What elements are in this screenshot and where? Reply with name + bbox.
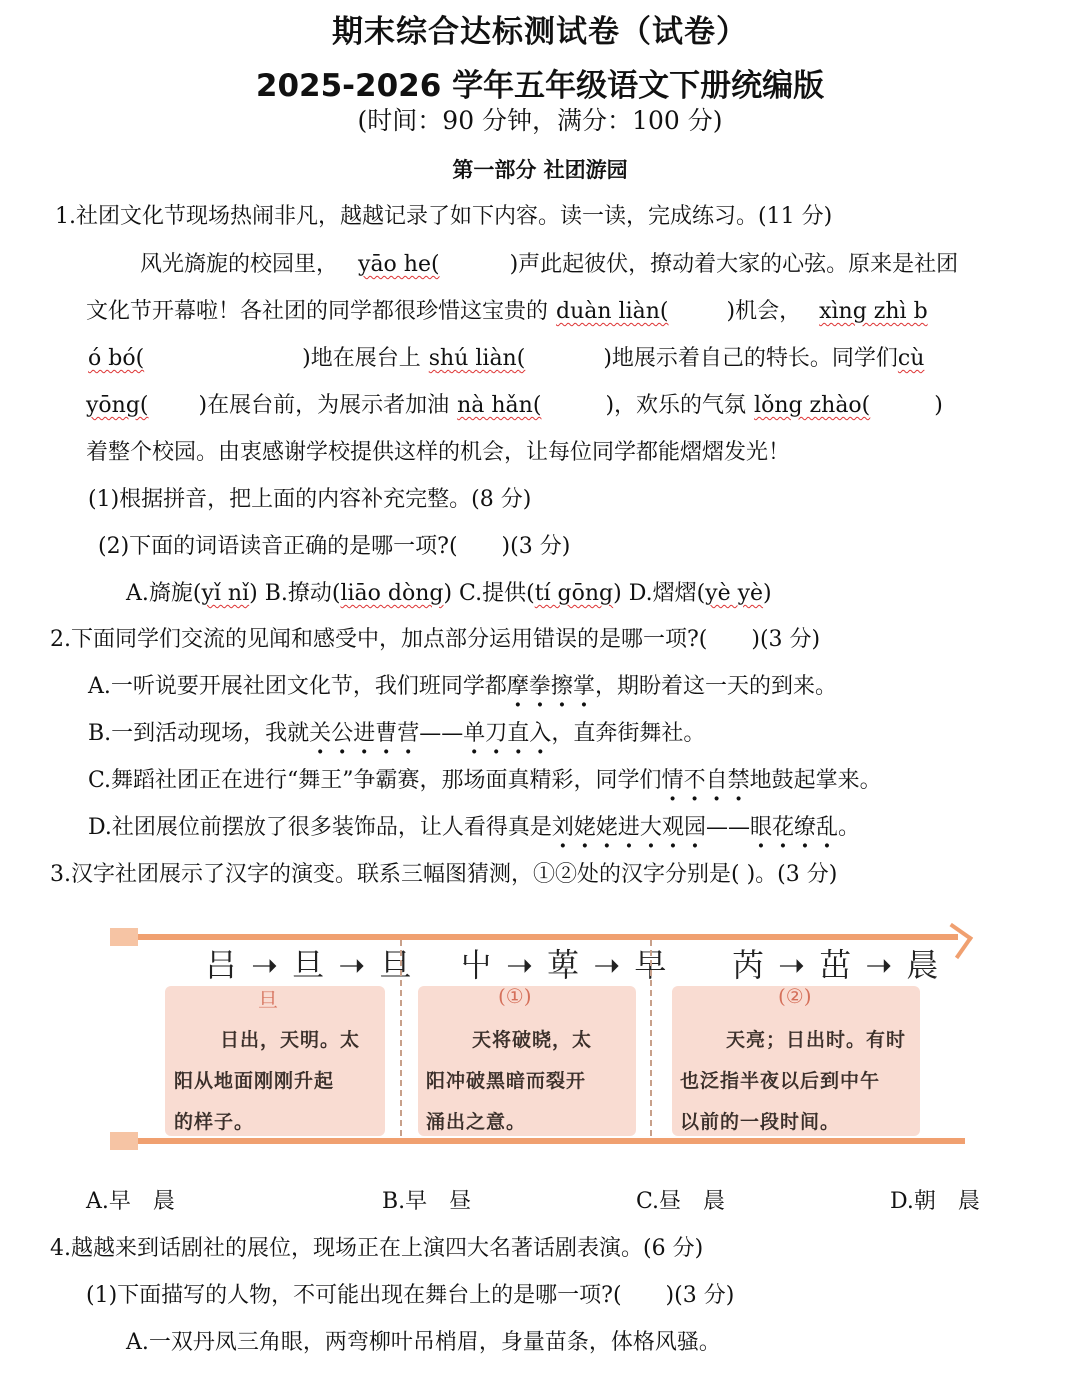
q2-option-d: D.社团展位前摆放了很多装饰品，让人看得真是刘姥姥进大观园——眼花缭乱。 [88, 815, 861, 840]
q2-a-dotted: 摩拳擦掌 [506, 674, 595, 699]
panel1-text-2: 阳从地面刚刚升起 [174, 1070, 335, 1092]
q1-sub2-options: A.旖旎(yǐ nǐ) B.撩动(liāo dòng) C.提供(tí gōng) D.熠熠(yè yè) [126, 581, 772, 606]
q1-para-line1: 风光旖旎的校园里， yāo he( )声此起彼伏，撩动着大家的心弦。原来是社团 [140, 252, 959, 277]
q1-para-line2: 文化节开幕啦！各社团的同学都很珍惜这宝贵的 duàn liàn( )机会， xìng zhì b [86, 299, 928, 324]
exam-subtitle: 2025-2026 学年五年级语文下册统编版 [255, 68, 825, 104]
q2-option-b: B.一到活动现场，我就关公进曹营——单刀直入，直奔街舞社。 [88, 721, 706, 746]
panel2-text-2: 阳冲破黑暗而裂开 [426, 1070, 587, 1092]
q3-option-c: C.昼 晨 [636, 1189, 726, 1214]
q3-option-b: B.早 昼 [382, 1189, 472, 1214]
q2-stem: 2.下面同学们交流的见闻和感受中，加点部分运用错误的是哪一项?( )(3 分) [50, 627, 821, 652]
panel3-label: (②) [778, 984, 812, 1008]
panel2-text-1: 天将破晓，太 [472, 1029, 593, 1051]
panel1-glyphs: 吕 ➝ 旦 ➝ 旦 [205, 946, 414, 984]
panel1-label: 旦 [258, 988, 278, 1012]
q3-option-a: A.早 晨 [86, 1189, 175, 1214]
panel2-glyphs: 屮 ➝ 萆 ➝ 早 [460, 946, 669, 984]
q2-b-dotted: 关公进曹营——单刀直入 [309, 721, 552, 746]
panel3-text-3: 以前的一段时间。 [680, 1111, 841, 1133]
panel3-text-1: 天亮；日出时。有时 [726, 1029, 907, 1051]
exam-title: 期末综合达标测试卷（试卷） [332, 14, 748, 50]
q1-sub2: (2)下面的词语读音正确的是哪一项?( )(3 分) [98, 534, 571, 559]
panel-separator-2 [650, 940, 652, 1136]
q4-option-a: A.一双丹凤三角眼，两弯柳叶吊梢眉，身量苗条，体格风骚。 [126, 1330, 721, 1355]
q1-para-line3: ó bó( )地在展台上 shú liàn( )地展示着自己的特长。同学们cù [88, 346, 925, 371]
q4-stem: 4.越越来到话剧社的展位，现场正在上演四大名著话剧表演。(6 分) [50, 1236, 704, 1261]
panel1-text-1: 日出，天明。太 [220, 1029, 361, 1051]
q2-option-a: A.一听说要开展社团文化节，我们班同学都摩拳擦掌，期盼着这一天的到来。 [88, 674, 837, 699]
q1-sub1: (1)根据拼音，把上面的内容补充完整。(8 分) [88, 487, 532, 512]
q1-para-line4: yōng( )在展台前，为展示者加油 nà hǎn( )，欢乐的气氛 lǒng zhào( ) [86, 393, 943, 418]
q3-option-d: D.朝 晨 [890, 1189, 980, 1214]
q2-d-dotted: 刘姥姥进大观园——眼花缭乱 [551, 815, 839, 840]
q2-c-dotted: 情不自禁 [661, 768, 750, 793]
q1-stem: 1.社团文化节现场热闹非凡，越越记录了如下内容。读一读，完成练习。(11 分) [55, 204, 833, 229]
q3-stem: 3.汉字社团展示了汉字的演变。联系三幅图猜测，①②处的汉字分别是( )。(3 分) [50, 862, 838, 887]
character-evolution-figure [110, 928, 970, 1153]
panel-separator-1 [400, 940, 402, 1136]
panel3-text-2: 也泛指半夜以后到中午 [680, 1070, 881, 1092]
panel1-text-3: 的样子。 [174, 1111, 255, 1133]
exam-time-score: (时间：90 分钟，满分：100 分) [357, 106, 723, 135]
q1-para-line5: 着整个校园。由衷感谢学校提供这样的机会，让每位同学都能熠熠发光！ [86, 440, 791, 465]
panel2-text-3: 涌出之意。 [426, 1111, 527, 1133]
q2-option-c: C.舞蹈社团正在进行“舞王”争霸赛，那场面真精彩，同学们情不自禁地鼓起掌来。 [88, 768, 882, 793]
panel3-glyphs: 芮 ➝ 茁 ➝ 晨 [732, 946, 941, 984]
q4-sub1: (1)下面描写的人物，不可能出现在舞台上的是哪一项?( )(3 分) [86, 1283, 735, 1308]
panel2-label: (①) [498, 984, 532, 1008]
figure-arrow-tail-icon [937, 923, 973, 959]
part-heading: 第一部分 社团游园 [452, 157, 628, 182]
